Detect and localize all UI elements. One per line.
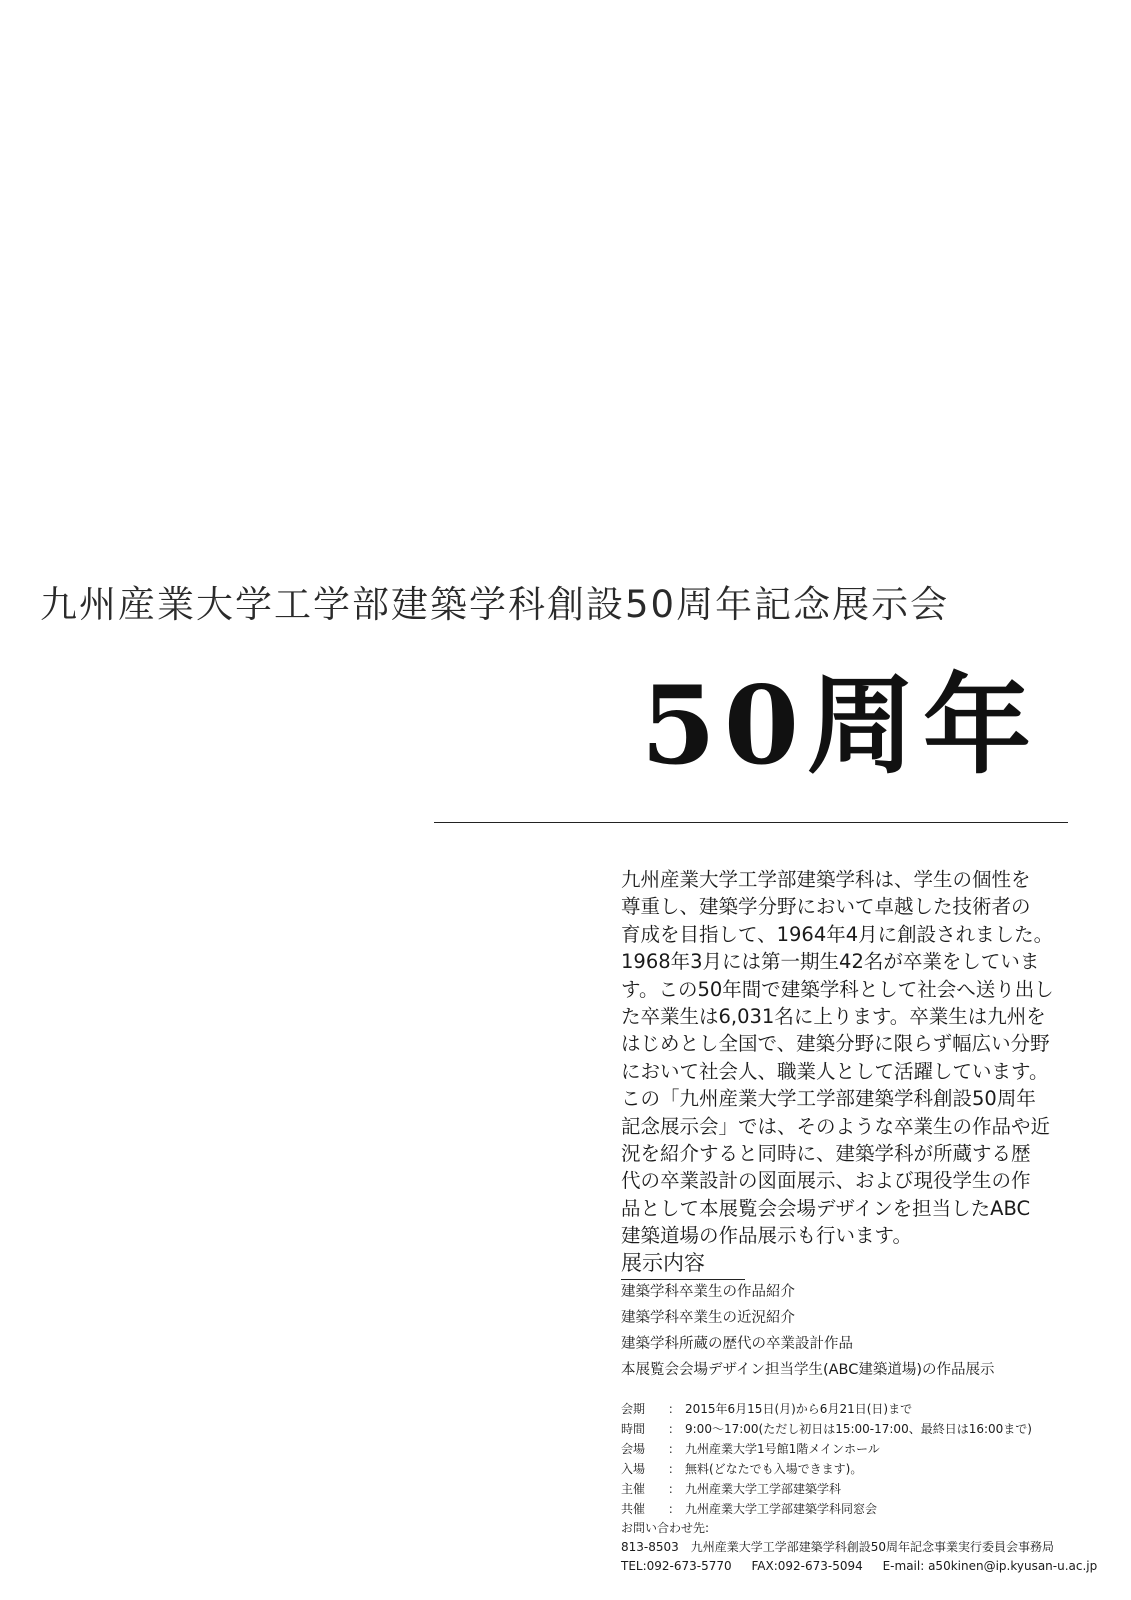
anniversary-title: 50周年 [640,663,1039,789]
info-separator: ： [667,1442,680,1456]
contact-numbers [621,1557,1098,1576]
info-row-cosponsor [621,1499,1091,1519]
contact-tel: TEL:092-673-5770 [621,1559,732,1573]
intro-line: 1968年3月には第一期生42名が卒業をしていま [621,950,1040,974]
intro-line: 代の卒業設計の図面展示、および現役学生の作 [621,1169,1031,1193]
contents-item: 建築学科卒業生の近況紹介 [621,1310,795,1326]
info-separator: ： [667,1462,680,1476]
intro-line: す。この50年間で建築学科として社会へ送り出し [621,977,1054,1001]
contact-email: E-mail: a50kinen@ip.kyusan-u.ac.jp [882,1559,1098,1573]
intro-line: 況を紹介すると同時に、建築学科が所蔵する歴 [621,1142,1031,1166]
contents-item: 建築学科卒業生の作品紹介 [621,1284,795,1300]
contact-label: お問い合わせ先: [621,1521,710,1535]
info-value: 九州産業大学1号館1階メインホール [685,1442,880,1456]
intro-line: 尊重し、建築学分野において卓越した技術者の [621,895,1031,919]
intro-line: 建築道場の作品展示も行います。 [621,1224,912,1248]
contact-address: 813-8503 九州産業大学工学部建築学科創設50周年記念事業実行委員会事務局 [621,1540,1055,1554]
info-separator: ： [667,1482,680,1496]
info-value: 無料(どなたでも入場できます)。 [685,1462,863,1476]
title-divider [434,822,1068,823]
info-row-admission [621,1459,1091,1479]
info-row-hours [621,1419,1091,1439]
info-label: 入場 [621,1462,646,1476]
info-label: 会期 [621,1402,646,1416]
contact-fax: FAX:092-673-5094 [751,1559,863,1573]
intro-line: 記念展示会」では、そのような卒業生の作品や近 [621,1114,1051,1138]
contact-block [621,1519,1098,1576]
info-row-organizer [621,1479,1091,1499]
intro-line: 育成を目指して、1964年4月に創設されました。 [621,922,1054,946]
info-value: 九州産業大学工学部建築学科 [685,1482,842,1496]
contents-item: 本展覧会会場デザイン担当学生(ABC建築道場)の作品展示 [621,1362,995,1378]
intro-line: た卒業生は6,031名に上ります。卒業生は九州を [621,1005,1046,1029]
intro-line: 九州産業大学工学部建築学科は、学生の個性を [621,868,1031,891]
intro-line: において社会人、職業人として活躍しています。 [621,1059,1049,1083]
info-value: 2015年6月15日(月)から6月21日(日)まで [685,1402,913,1416]
contents-item: 建築学科所蔵の歴代の卒業設計作品 [621,1336,853,1352]
intro-line: 品として本展覧会会場デザインを担当したABC [621,1196,1031,1220]
info-row-period [621,1399,1091,1419]
event-title: 九州産業大学工学部建築学科創設50周年記念展示会 [40,583,950,626]
info-row-venue [621,1439,1091,1459]
info-separator: ： [667,1402,680,1416]
intro-line: はじめとし全国で、建築分野に限らず幅広い分野 [621,1032,1050,1056]
intro-text [621,866,1081,1250]
event-info [621,1399,1098,1576]
info-value: 9:00〜17:00(ただし初日は15:00-17:00、最終日は16:00まで) [685,1422,1032,1436]
info-label: 主催 [621,1482,646,1496]
info-value: 九州産業大学工学部建築学科同窓会 [685,1502,878,1516]
contents-list [621,1279,995,1383]
info-separator: ： [667,1502,680,1516]
contents-heading: 展示内容 [621,1247,745,1280]
intro-line: この「九州産業大学工学部建築学科創設50周年 [621,1087,1036,1111]
info-label: 共催 [621,1502,646,1516]
info-label: 会場 [621,1442,646,1456]
info-separator: ： [667,1422,680,1436]
info-label: 時間 [621,1422,646,1436]
